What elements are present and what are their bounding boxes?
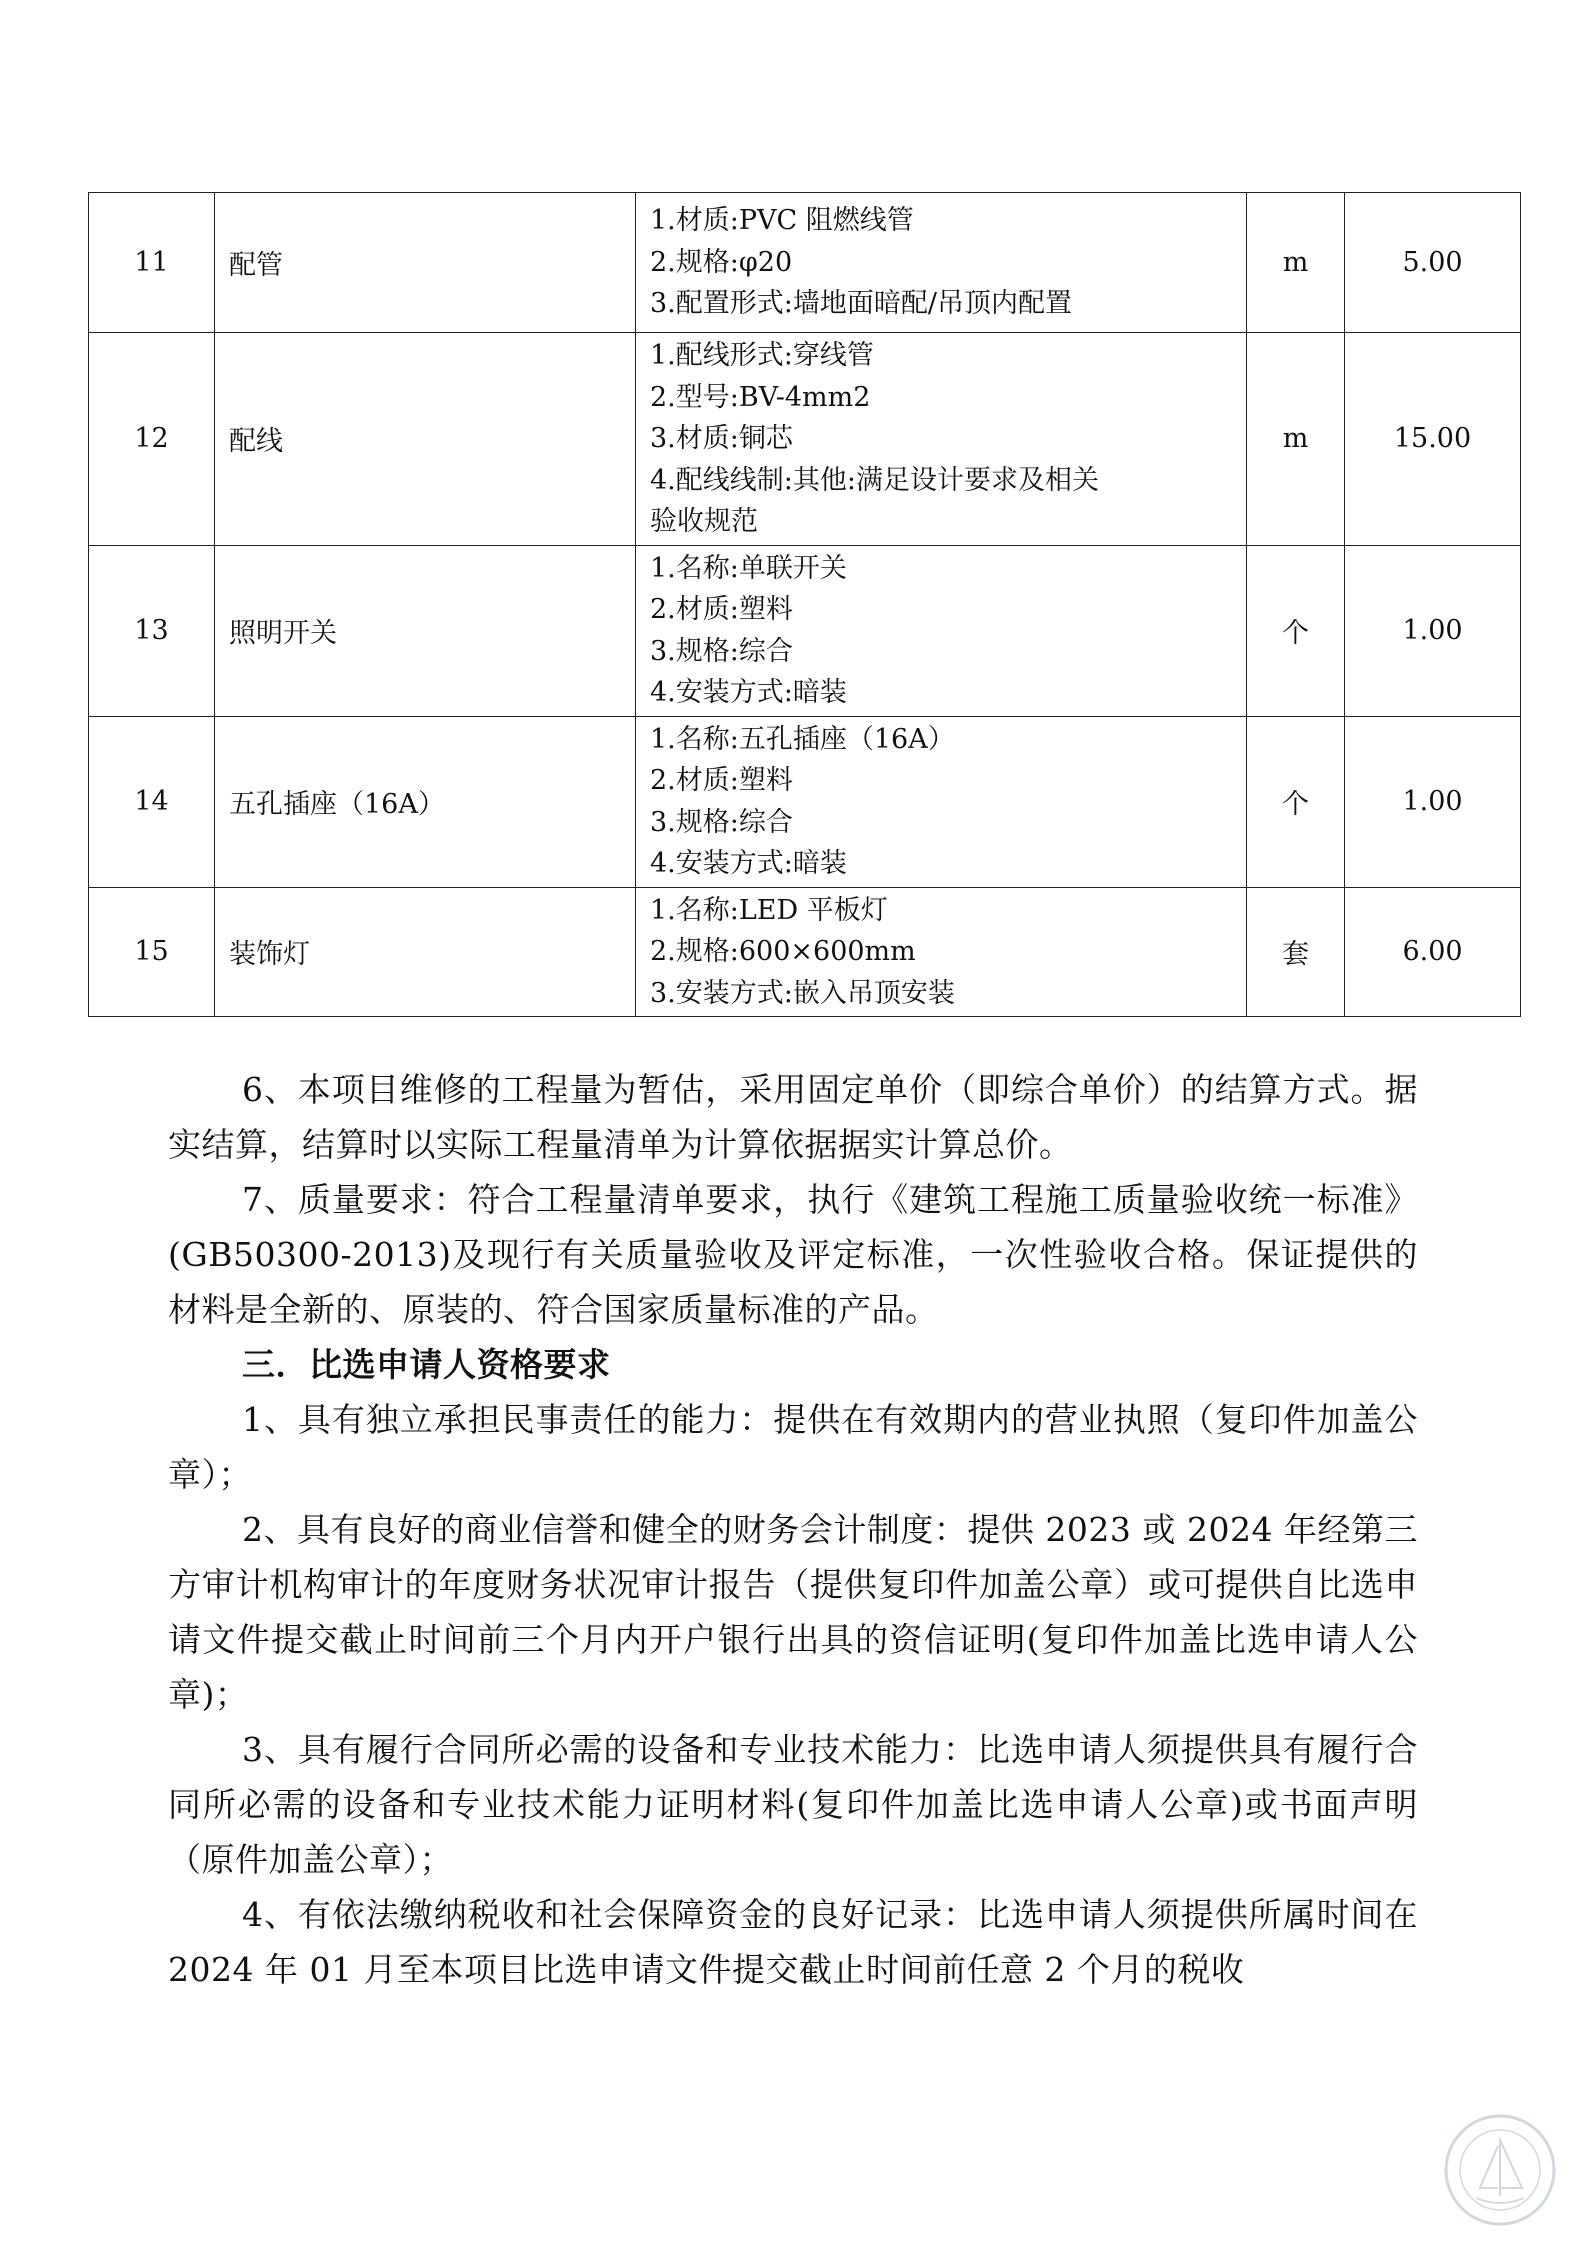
description-line: 1.配线形式:穿线管 (650, 340, 874, 371)
description-line: 3.安装方式:嵌入吊顶安装 (650, 977, 955, 1009)
description-line: 3.规格:综合 (650, 806, 793, 838)
description-line: 1.名称:LED 平板灯 (650, 894, 888, 926)
table-row (89, 193, 1521, 333)
description-line: 3.规格:综合 (650, 635, 793, 667)
table-row (89, 887, 1521, 1017)
description-line: 4.配线线制:其他:满足设计要求及相关 (650, 464, 1099, 496)
item-quantity: 1.00 (1345, 716, 1521, 887)
watermark-seal-icon (1440, 2110, 1560, 2230)
item-unit: 个 (1247, 716, 1345, 887)
paragraph-requirement-4: 4、有依法缴纳税收和社会保障资金的良好记录：比选申请人须提供所属时间在 2024 年 01 月至本项目比选申请文件提交截止时间前任意 2 个月的税收 (168, 1895, 1418, 1989)
item-name: 五孔插座（16A） (215, 716, 636, 887)
paragraph-requirement-2: 2、具有良好的商业信誉和健全的财务会计制度：提供 2023 或 2024 年经第三方审计机构审计的年度财务状况审计报告（提供复印件加盖公章）或可提供自比选申请文件提交截止时间前三个月内开户银行出具的资信证明(复印件加盖比选申请人公章)； (168, 1510, 1418, 1714)
item-quantity: 5.00 (1345, 193, 1521, 333)
table-row (89, 716, 1521, 887)
bill-of-quantities-table (88, 192, 1521, 1017)
item-description (636, 333, 1247, 546)
description-line: 4.安装方式:暗装 (650, 848, 847, 879)
item-name: 配线 (215, 333, 636, 546)
item-quantity: 1.00 (1345, 545, 1521, 716)
description-line: 2.规格:φ20 (650, 246, 793, 278)
description-line: 2.材质:塑料 (650, 594, 793, 625)
item-unit: m (1247, 193, 1345, 333)
item-unit: 套 (1247, 887, 1345, 1017)
item-unit: m (1247, 333, 1345, 546)
item-number: 14 (89, 716, 215, 887)
description-line: 3.材质:铜芯 (650, 423, 793, 454)
item-quantity: 6.00 (1345, 887, 1521, 1017)
paragraph-requirement-1: 1、具有独立承担民事责任的能力：提供在有效期内的营业执照（复印件加盖公章）； (168, 1400, 1418, 1494)
item-description (636, 545, 1247, 716)
document-body (168, 1062, 1418, 1997)
paragraph-quality: 7、质量要求：符合工程量清单要求，执行《建筑工程施工质量验收统一标准》(GB50300-2013)及现行有关质量验收及评定标准，一次性验收合格。保证提供的材料是全新的、原装的、符合国家质量标准的产品。 (168, 1180, 1418, 1329)
item-unit: 个 (1247, 545, 1345, 716)
description-line: 2.规格:600×600mm (650, 936, 916, 967)
description-line: 1.材质:PVC 阻燃线管 (650, 205, 914, 237)
table-row (89, 545, 1521, 716)
item-number: 12 (89, 333, 215, 546)
description-line: 3.配置形式:墙地面暗配/吊顶内配置 (650, 288, 1072, 320)
item-name: 配管 (215, 193, 636, 333)
item-description (636, 887, 1247, 1017)
paragraph-requirement-3: 3、具有履行合同所必需的设备和专业技术能力：比选申请人须提供具有履行合同所必需的设备和专业技术能力证明材料(复印件加盖比选申请人公章)或书面声明（原件加盖公章）； (168, 1730, 1418, 1879)
description-line: 验收规范 (650, 506, 758, 537)
item-number: 15 (89, 887, 215, 1017)
table-row (89, 333, 1521, 546)
item-name: 照明开关 (215, 545, 636, 716)
description-line: 1.名称:单联开关 (650, 552, 847, 584)
item-quantity: 15.00 (1345, 333, 1521, 546)
item-number: 11 (89, 193, 215, 333)
description-line: 2.型号:BV-4mm2 (650, 381, 871, 413)
paragraph-settlement: 6、本项目维修的工程量为暂估，采用固定单价（即综合单价）的结算方式。据实结算，结算时以实际工程量清单为计算依据据实计算总价。 (168, 1070, 1418, 1164)
item-name: 装饰灯 (215, 887, 636, 1017)
section-heading: 三．比选申请人资格要求 (242, 1345, 611, 1384)
item-number: 13 (89, 545, 215, 716)
item-description (636, 716, 1247, 887)
item-description (636, 193, 1247, 333)
description-line: 1.名称:五孔插座（16A） (650, 723, 955, 755)
description-line: 4.安装方式:暗装 (650, 677, 847, 708)
description-line: 2.材质:塑料 (650, 765, 793, 796)
